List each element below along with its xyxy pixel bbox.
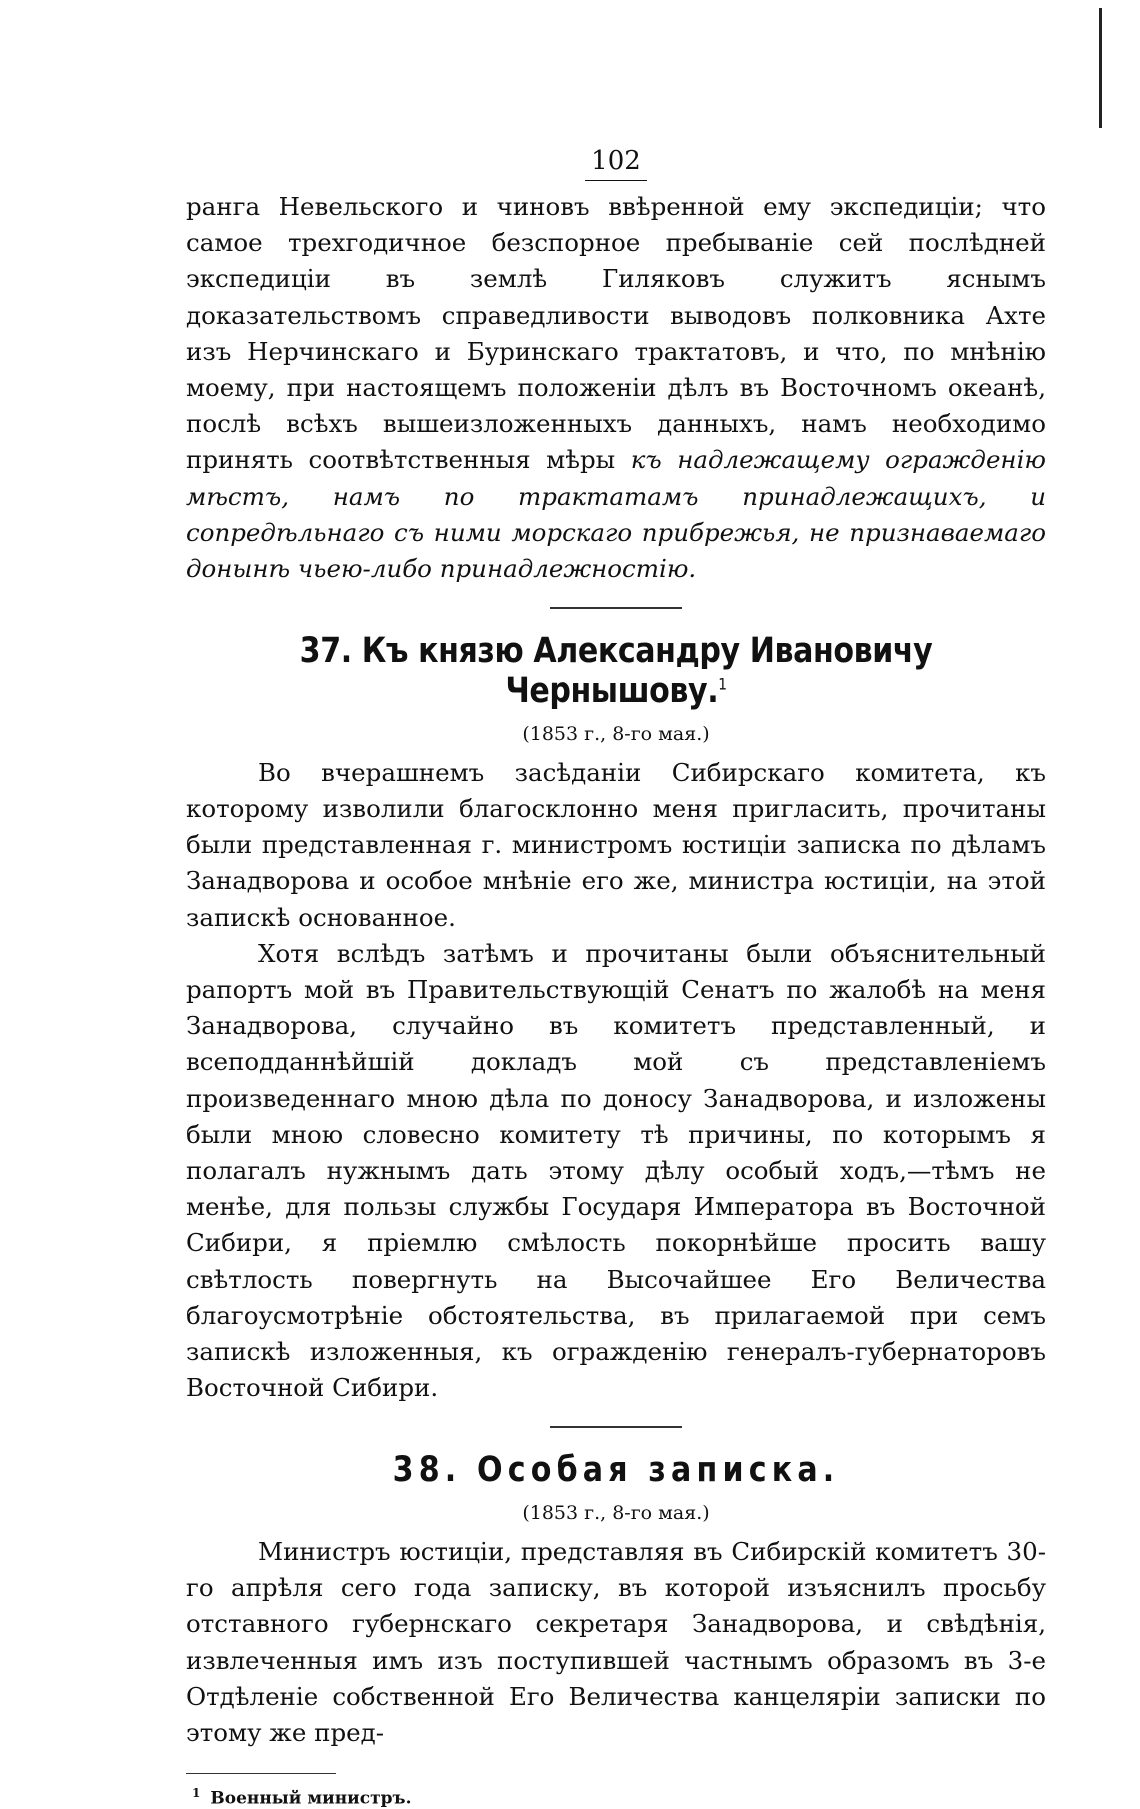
section-38-paragraph-1: Министръ юстиціи, представляя въ Сибирскій комитетъ 30-го апрѣля сего года записку, въ которой изъяснилъ просьбу отставного губернскаго секретаря Занадворова, и свѣдѣнія, извлеченныя имъ изъ поступившей частнымъ образомъ въ 3-е Отдѣленіе собственной Его Величества канцеляріи записки по этому же пред- [186,1536,1046,1747]
section-37-title: 37. Къ князю Александру Ивановичу Чернышову.$^1$ [299,630,933,711]
section-37-paragraph-2: Хотя вслѣдъ затѣмъ и прочитаны были объяснительный рапортъ мой въ Правительствующій Сенатъ по жалобѣ на меня Занадворова, случайно въ комитетъ представленный, и всеподданнѣйшій докладъ мой съ представленіемъ произведеннаго мною дѣла по доносу Занадворова, и изложены были мною словесно комитету тѣ причины, по которымъ я полагалъ нужнымъ дать этому дѣлу особый ходъ,—тѣмъ не менѣе, для пользы службы Государя Императора въ Восточной Сибири, я пріемлю смѣлость покорнѣйше просить вашу свѣтлость повергнуть на Высочайшее Его Величества благоусмотрѣніе обстоятельства, въ прилагаемой при семъ запискѣ изложенныя, къ огражденію генералъ-губернаторовъ Восточной Сибири. [186,938,1046,1403]
page-number: 102 [186,146,1046,181]
section-divider [550,607,682,609]
section-37-date: (1853 г., 8-го мая.) [522,722,710,745]
page-body [186,146,1046,1809]
section-divider [550,1426,682,1428]
section-38-title: 38. Особая записка. [392,1449,840,1490]
footnote: $^1$ Военный министръ. [192,1786,412,1809]
page-edge-mark [1099,8,1102,128]
italic-text: къ надлежащему огражденію мѣстъ, намъ по трактатамъ принадлежащихъ, и сопредѣльнаго съ ними морскаго прибрежья, не признаваемаго донынѣ чьею-либо принадлежностію. [186,445,1046,584]
section-37-paragraph-1: Во вчерашнемъ засѣданіи Сибирскаго комитета, къ которому изволили благосклонно меня пригласить, прочитаны были представленная г. министромъ юстиціи записка по дѣламъ Занадворова и особое мнѣніе его же, министра юстиціи, на этой запискѣ основанное. [186,757,1046,932]
footnote-ref: 1 [718,674,727,694]
section-38-date: (1853 г., 8-го мая.) [522,1501,710,1524]
footnote-divider [186,1773,336,1774]
paragraph-continuation: ранга Невельского и чиновъ ввѣренной ему экспедиціи; что самое трехгодичное безспорное пребываніе сей послѣдней экспедиціи въ землѣ Гиляковъ служитъ яснымъ доказательствомъ справедливости выводовъ полковника Ахте изъ Нерчинскаго и Буринскаго трактатовъ, и что, по мнѣнію моему, при настоящемъ положеніи дѣлъ въ Восточномъ океанѣ, послѣ всѣхъ вышеизложенныхъ данныхъ, намъ необходимо принять соотвѣтственныя мѣры къ надлежащему огражденію мѣстъ, намъ по трактатамъ принадлежащихъ, и сопредѣльнаго съ ними морскаго прибрежья, не признаваемаго донынѣ чьею-либо принадлежностію. [186,192,1046,584]
